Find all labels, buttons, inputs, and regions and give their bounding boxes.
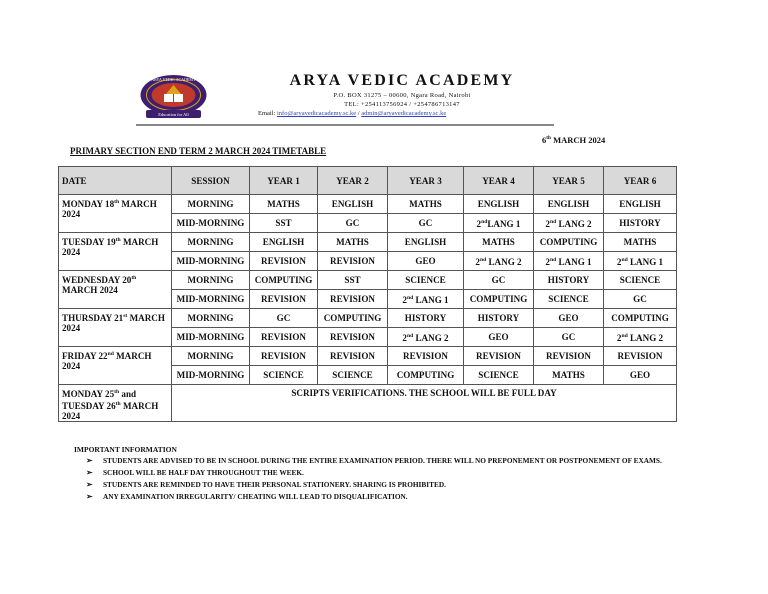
subject-cell-year-2: REVISION — [318, 347, 388, 366]
svg-text:ARYA VEDIC ACADEMY: ARYA VEDIC ACADEMY — [151, 77, 196, 82]
subject-cell-year-3: REVISION — [388, 347, 464, 366]
subject-cell-year-4: ENGLISH — [464, 195, 534, 214]
table-row — [59, 271, 677, 290]
timetable-body — [59, 195, 677, 422]
subject-cell-year-2: ENGLISH — [318, 195, 388, 214]
email-label: Email: — [258, 110, 276, 117]
arrow-bullet-icon: ➢ — [86, 468, 93, 477]
subject-cell-year-5: MATHS — [534, 366, 604, 385]
subject-cell-year-1: SCIENCE — [250, 366, 318, 385]
email-link-info[interactable]: info@aryavedicacademy.sc.ke — [276, 110, 357, 117]
arrow-bullet-icon: ➢ — [86, 480, 93, 489]
table-row — [59, 347, 677, 366]
subject-cell-year-5: SCIENCE — [534, 290, 604, 309]
day-cell: WEDNESDAY 20th MARCH 2024 — [59, 271, 172, 309]
session-cell: MID-MORNING — [172, 214, 250, 233]
subject-cell-year-4: GC — [464, 271, 534, 290]
table-row — [59, 233, 677, 252]
subject-cell-year-6: SCIENCE — [604, 271, 677, 290]
session-cell: MORNING — [172, 195, 250, 214]
subject-cell-year-5: GEO — [534, 309, 604, 328]
subject-cell-year-3: HISTORY — [388, 309, 464, 328]
header-date: DATE — [59, 167, 172, 195]
document-date: 6th MARCH 2024 — [542, 135, 606, 145]
important-info-heading: IMPORTANT INFORMATION — [74, 445, 177, 454]
subject-cell-year-4: 2ndLANG 1 — [464, 214, 534, 233]
subject-cell-year-2: REVISION — [318, 290, 388, 309]
day-cell: MONDAY 18th MARCH 2024 — [59, 195, 172, 233]
subject-cell-year-4: GEO — [464, 328, 534, 347]
info-item-text: ANY EXAMINATION IRREGULARITY/ CHEATING WILL LEAD TO DISQUALIFICATION. — [103, 492, 408, 501]
info-list-item — [86, 480, 676, 489]
subject-cell-year-3: GC — [388, 214, 464, 233]
subject-cell-year-2: GC — [318, 214, 388, 233]
school-logo — [139, 74, 208, 120]
header-year-6: YEAR 6 — [604, 167, 677, 195]
subject-cell-year-3: SCIENCE — [388, 271, 464, 290]
telephone-line: TEL: +254113756924 / +254786713147 — [344, 101, 460, 108]
subject-cell-year-5: ENGLISH — [534, 195, 604, 214]
session-cell: MID-MORNING — [172, 290, 250, 309]
table-header-row — [59, 167, 677, 195]
timetable-title: PRIMARY SECTION END TERM 2 MARCH 2024 TIMETABLE — [70, 146, 327, 156]
subject-cell-year-4: HISTORY — [464, 309, 534, 328]
subject-cell-year-3: MATHS — [388, 195, 464, 214]
day-cell: FRIDAY 22nd MARCH 2024 — [59, 347, 172, 385]
subject-cell-year-5: REVISION — [534, 347, 604, 366]
header-year-5: YEAR 5 — [534, 167, 604, 195]
info-list-item — [86, 468, 676, 477]
subject-cell-year-4: 2nd LANG 2 — [464, 252, 534, 271]
day-cell: THURSDAY 21st MARCH 2024 — [59, 309, 172, 347]
subject-cell-year-6: 2nd LANG 2 — [604, 328, 677, 347]
subject-cell-year-4: REVISION — [464, 347, 534, 366]
info-item-text: STUDENTS ARE REMINDED TO HAVE THEIR PERSONAL STATIONERY. SHARING IS PROHIBITED. — [103, 480, 446, 489]
subject-cell-year-4: SCIENCE — [464, 366, 534, 385]
school-name: ARYA VEDIC ACADEMY — [289, 72, 515, 89]
svg-text:Education for All: Education for All — [158, 112, 189, 117]
subject-cell-year-1: ENGLISH — [250, 233, 318, 252]
session-cell: MORNING — [172, 233, 250, 252]
subject-cell-year-6: GEO — [604, 366, 677, 385]
day-cell: TUESDAY 19th MARCH 2024 — [59, 233, 172, 271]
session-cell: MID-MORNING — [172, 366, 250, 385]
header-year-1: YEAR 1 — [250, 167, 318, 195]
exam-timetable — [58, 166, 677, 422]
subject-cell-year-1: GC — [250, 309, 318, 328]
header-year-2: YEAR 2 — [318, 167, 388, 195]
address-line: P.O. BOX 31275 – 00600, Ngara Road, Nairobi — [333, 92, 471, 99]
arrow-bullet-icon: ➢ — [86, 456, 93, 465]
subject-cell-year-4: COMPUTING — [464, 290, 534, 309]
email-line — [258, 110, 446, 117]
header-year-3: YEAR 3 — [388, 167, 464, 195]
info-item-text: STUDENTS ARE ADVISED TO BE IN SCHOOL DURING THE ENTIRE EXAMINATION PERIOD. THERE WILL NO PREPONEMENT OR POSTPONEMENT OF EXAMS. — [103, 456, 662, 465]
subject-cell-year-1: MATHS — [250, 195, 318, 214]
email-link-admin[interactable]: admin@aryavedicacademy.sc.ke — [361, 110, 447, 117]
subject-cell-year-2: SCIENCE — [318, 366, 388, 385]
subject-cell-year-2: SST — [318, 271, 388, 290]
header-session: SESSION — [172, 167, 250, 195]
subject-cell-year-4: MATHS — [464, 233, 534, 252]
subject-cell-year-5: 2nd LANG 2 — [534, 214, 604, 233]
email-separator: / — [356, 110, 362, 117]
session-cell: MID-MORNING — [172, 328, 250, 347]
table-row — [59, 195, 677, 214]
subject-cell-year-5: GC — [534, 328, 604, 347]
subject-cell-year-3: 2nd LANG 2 — [388, 328, 464, 347]
subject-cell-year-6: COMPUTING — [604, 309, 677, 328]
subject-cell-year-5: HISTORY — [534, 271, 604, 290]
subject-cell-year-1: REVISION — [250, 347, 318, 366]
header-divider — [136, 124, 554, 126]
table-row — [59, 309, 677, 328]
day-cell: MONDAY 25th and TUESDAY 26th MARCH 2024 — [59, 385, 172, 422]
subject-cell-year-2: REVISION — [318, 252, 388, 271]
important-info-list — [86, 456, 676, 504]
arrow-bullet-icon: ➢ — [86, 492, 93, 501]
header-year-4: YEAR 4 — [464, 167, 534, 195]
subject-cell-year-6: ENGLISH — [604, 195, 677, 214]
subject-cell-year-3: COMPUTING — [388, 366, 464, 385]
info-item-text: SCHOOL WILL BE HALF DAY THROUGHOUT THE WEEK. — [103, 468, 304, 477]
subject-cell-year-6: REVISION — [604, 347, 677, 366]
session-cell: MORNING — [172, 271, 250, 290]
subject-cell-year-3: 2nd LANG 1 — [388, 290, 464, 309]
info-list-item — [86, 492, 676, 501]
session-cell: MID-MORNING — [172, 252, 250, 271]
subject-cell-year-6: 2nd LANG 1 — [604, 252, 677, 271]
subject-cell-year-2: REVISION — [318, 328, 388, 347]
verification-note: SCRIPTS VERIFICATIONS. THE SCHOOL WILL BE FULL DAY — [172, 385, 677, 422]
subject-cell-year-3: ENGLISH — [388, 233, 464, 252]
subject-cell-year-6: GC — [604, 290, 677, 309]
subject-cell-year-1: SST — [250, 214, 318, 233]
subject-cell-year-6: MATHS — [604, 233, 677, 252]
subject-cell-year-1: REVISION — [250, 328, 318, 347]
subject-cell-year-2: MATHS — [318, 233, 388, 252]
subject-cell-year-3: GEO — [388, 252, 464, 271]
subject-cell-year-2: COMPUTING — [318, 309, 388, 328]
subject-cell-year-1: REVISION — [250, 252, 318, 271]
subject-cell-year-5: COMPUTING — [534, 233, 604, 252]
table-row-verification — [59, 385, 677, 422]
session-cell: MORNING — [172, 347, 250, 366]
subject-cell-year-5: 2nd LANG 1 — [534, 252, 604, 271]
info-list-item — [86, 456, 676, 465]
session-cell: MORNING — [172, 309, 250, 328]
subject-cell-year-6: HISTORY — [604, 214, 677, 233]
subject-cell-year-1: REVISION — [250, 290, 318, 309]
subject-cell-year-1: COMPUTING — [250, 271, 318, 290]
